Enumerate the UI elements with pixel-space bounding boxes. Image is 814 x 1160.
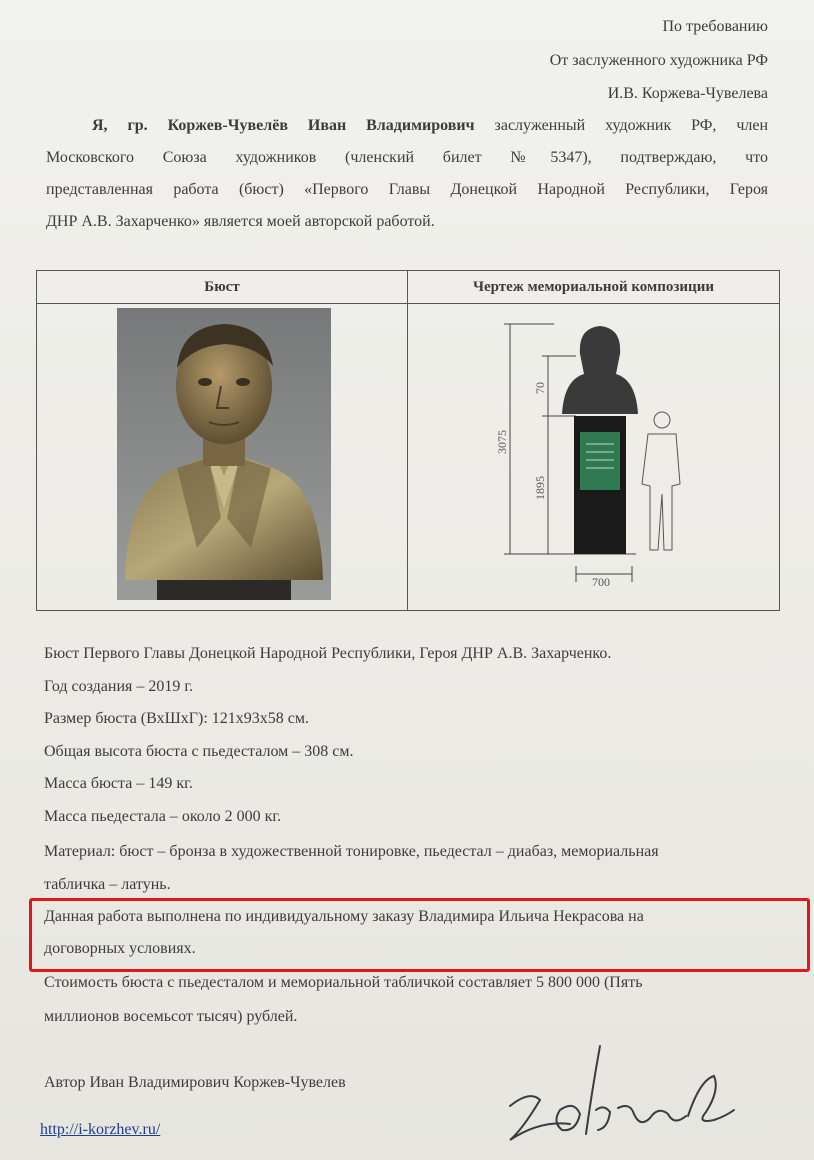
intro-paragraph	[46, 110, 768, 238]
spec-material-line-2: табличка – латунь.	[44, 876, 171, 893]
table-header-drawing: Чертеж мемориальной композиции	[408, 271, 780, 304]
author-signature-line: Автор Иван Владимирович Коржев-Чувелев	[44, 1074, 346, 1091]
spec-year: Год создания – 2019 г.	[44, 678, 194, 695]
bust-table	[36, 270, 780, 611]
header-line-3: И.В. Коржева-Чувелева	[607, 85, 768, 102]
dim-total-label: 3075	[495, 430, 509, 454]
author-name-bold: Коржев-Чувелёв Иван Владимирович	[167, 117, 475, 134]
table-header-bust: Бюст	[37, 271, 408, 304]
header-line-1: По требованию	[662, 18, 768, 35]
bust-photo-cell	[37, 304, 408, 611]
commission-line-1: Данная работа выполнена по индивидуальному заказу Владимира Ильича Некрасова на	[44, 908, 644, 925]
intro-line-1-rest: заслуженный художник РФ, член	[494, 117, 769, 134]
intro-line-4: ДНР А.В. Захарченко» является моей авторской работой.	[46, 213, 435, 230]
dim-upper-label: 70	[533, 382, 547, 394]
intro-line-1	[46, 110, 768, 142]
intro-prefix: Я, гр.	[92, 117, 148, 134]
spec-total-height: Общая высота бюста с пьедесталом – 308 см.	[44, 743, 354, 760]
intro-line-3: представленная работа (бюст) «Первого Главы Донецкой Народной Республики, Героя	[46, 181, 768, 198]
spec-pedestal-mass: Масса пьедестала – около 2 000 кг.	[44, 808, 282, 825]
commission-line-2: договорных условиях.	[44, 940, 196, 957]
dim-width-label: 700	[592, 575, 610, 589]
drawing-bust-silhouette	[562, 326, 638, 414]
cost-line-2: миллионов восемьсот тысяч) рублей.	[44, 1008, 298, 1025]
spec-title: Бюст Первого Главы Донецкой Народной Республики, Героя ДНР А.В. Захарченко.	[44, 645, 612, 662]
intro-line-2: Московского Союза художников (членский билет №5347), подтверждаю, что	[46, 149, 768, 166]
human-scale-figure	[642, 412, 680, 550]
dim-pedestal-label: 1895	[533, 476, 547, 500]
spec-material-line-1: Материал: бюст – бронза в художественной тонировке, пьедестал – диабаз, мемориальная	[44, 843, 659, 860]
website-link[interactable]: http://i-korzhev.ru/	[40, 1121, 161, 1138]
cost-line-1: Стоимость бюста с пьедесталом и мемориальной табличкой составляет 5 800 000 (Пять	[44, 974, 643, 991]
drawing-plaque	[580, 432, 620, 490]
drawing-cell	[408, 304, 780, 611]
header-line-2: От заслуженного художника РФ	[549, 52, 768, 69]
bust-photo	[117, 308, 331, 600]
memorial-drawing	[476, 304, 716, 604]
spec-bust-mass: Масса бюста – 149 кг.	[44, 775, 193, 792]
spec-size: Размер бюста (ВхШхГ): 121х93х58 см.	[44, 710, 309, 727]
handwritten-signature	[500, 1040, 740, 1150]
